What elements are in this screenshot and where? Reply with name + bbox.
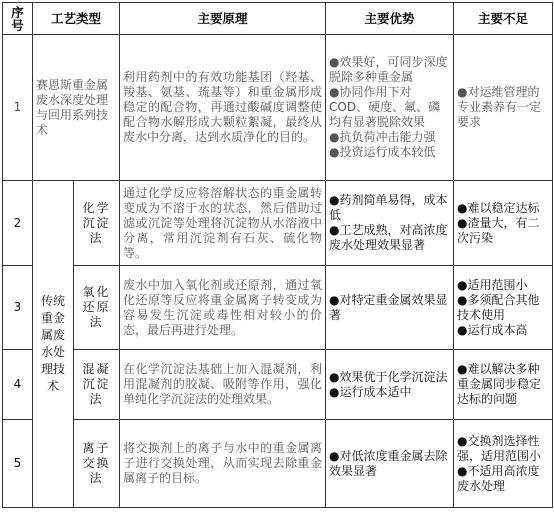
row-number: 1 (3, 35, 33, 181)
header-row (3, 3, 553, 35)
principle-cell: 利用药剂中的有效功能基团（羟基、羧基、氨基、巯基等）和重金属形成稳定的配合物，再通过酸碱度调整使配合物水解形成大颗粒絮凝，最终从废水中分离，达到水质净化的目的。 (120, 35, 326, 181)
principle-cell: 废水中加入氧化剂或还原剂，通过氧化还原等反应将重金属离子转变成为容易发生沉淀或毒性相对较小的价态，最后再进行处理。 (120, 266, 326, 350)
disadvantage-item: ●渣量大，有二次污染 (457, 215, 540, 245)
disadvantage-item: ●交换剂选择性强，适用范围小 (457, 433, 542, 463)
header-advantages: 主要优势 (326, 3, 454, 35)
advantage-item: ●工艺成熟，对高浓度废水处理效果显著 (329, 223, 448, 252)
disadvantage-item: ●适用范围小 (457, 277, 528, 292)
process-type: 赛恩斯重金属废水深度处理与回用系列技术 (33, 35, 120, 181)
header-principle: 主要原理 (120, 3, 326, 35)
disadvantages-cell (454, 181, 553, 266)
advantages-cell (326, 35, 454, 181)
advantage-item: ●抗负荷冲击能力强 (329, 130, 436, 144)
principle-cell: 在化学沉淀法基础上加入混凝剂，利用混凝剂的胶凝、吸附等作用，强化单纯化学沉淀法的处理效果。 (120, 350, 326, 420)
disadvantage-item: ●难以解决多种重金属同步稳定达标的问题 (457, 362, 542, 406)
sub-type: 离子交换法 (74, 420, 120, 508)
disadvantages-cell (454, 350, 553, 420)
header-seq: 序号 (3, 3, 33, 35)
table-row (3, 420, 553, 508)
table-row (3, 181, 553, 266)
disadvantage-item: ●难以稳定达标 (457, 200, 540, 215)
disadvantages-cell (454, 420, 553, 508)
comparison-table (2, 2, 553, 508)
row-number: 3 (3, 266, 33, 350)
disadvantage-item: ●多须配合其他技术使用 (457, 292, 540, 322)
advantage-item: ●药剂简单易得，成本低 (329, 193, 448, 222)
header-disadvantages: 主要不足 (454, 3, 553, 35)
advantage-item: ●对特定重金属效果显著 (329, 292, 448, 322)
row-number: 4 (3, 350, 33, 420)
advantages-cell (326, 181, 454, 266)
advantages-cell (326, 266, 454, 350)
table-row (3, 35, 553, 181)
disadvantages-cell (454, 35, 553, 181)
advantages-cell (326, 350, 454, 420)
row-number: 2 (3, 181, 33, 266)
advantage-item: ●运行成本适中 (329, 384, 412, 399)
advantage-item: ●效果优于化学沉淀法 (329, 369, 448, 384)
advantage-item: ●协同作用下对COD、硬度、氟、磷均有显著脱除效果 (329, 85, 441, 129)
disadvantage-item: ●不适用高浓度废水处理 (457, 463, 540, 493)
sub-type: 氧化还原法 (74, 266, 120, 350)
group-label: 传统重金属废水处理技术 (33, 181, 74, 508)
principle-cell: 将交换剂上的离子与水中的重金属离子进行交换处理，从而实现去除重金属离子的目标。 (120, 420, 326, 508)
advantage-item: ●效果好，可同步深度脱除多种重金属 (329, 55, 448, 84)
table-row (3, 350, 553, 420)
advantage-item: ●投资运行成本较低 (329, 145, 436, 159)
header-type: 工艺类型 (33, 3, 120, 35)
sub-type: 化学沉淀法 (74, 181, 120, 266)
advantages-cell (326, 420, 454, 508)
disadvantage-item: ●对运维管理的专业素养有一定要求 (457, 85, 542, 129)
disadvantage-item: ●运行成本高 (457, 322, 528, 337)
disadvantages-cell (454, 266, 553, 350)
row-number: 5 (3, 420, 33, 508)
advantage-item: ●对低浓度重金属去除效果显著 (329, 448, 448, 478)
principle-cell: 通过化学反应将溶解状态的重金属转变成为不溶于水的状态，然后借助过滤或沉淀等处理将沉淀物从水溶液中分离，常用沉淀剂有石灰、硫化物等。 (120, 181, 326, 266)
sub-type: 混凝沉淀法 (74, 350, 120, 420)
table-row (3, 266, 553, 350)
